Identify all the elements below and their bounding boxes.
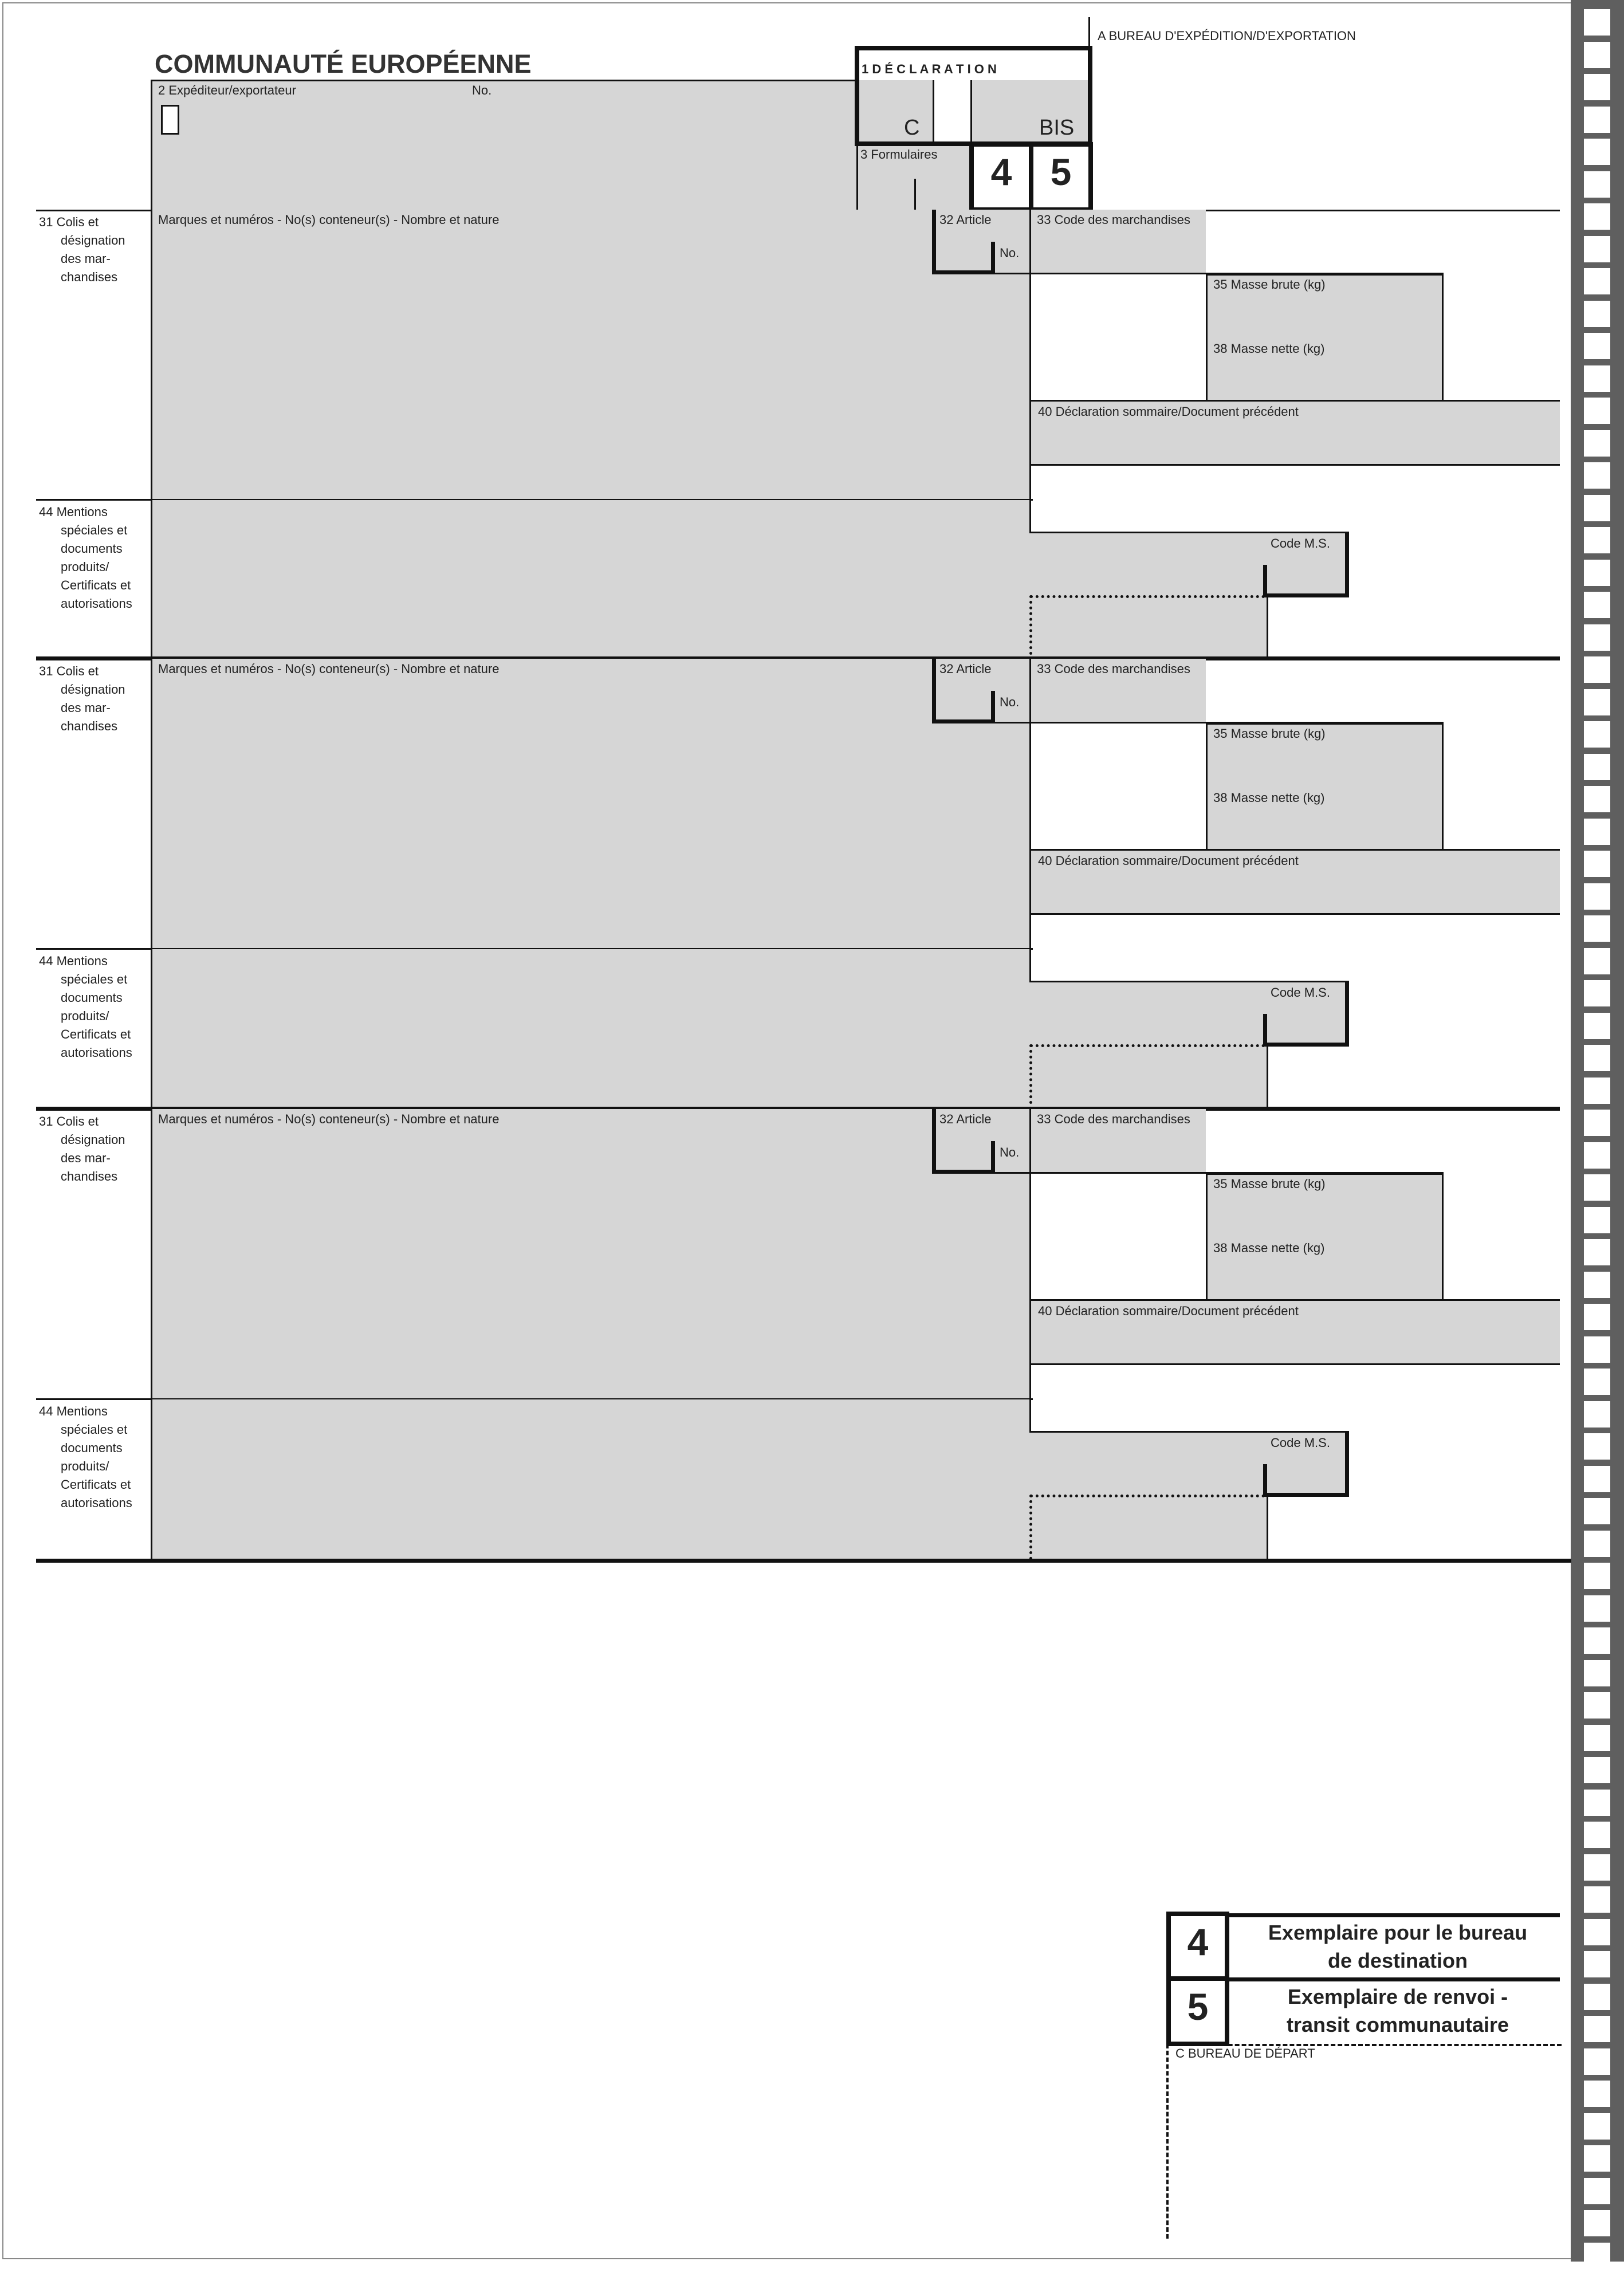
perforation-hole (1584, 2048, 1610, 2075)
box-32-item-no[interactable] (932, 210, 995, 274)
box-2-checkbox[interactable] (161, 105, 179, 135)
perforation-hole (1584, 1595, 1610, 1622)
box-44-special-mentions[interactable] (151, 949, 1031, 1110)
box-2-exporter[interactable] (151, 80, 856, 211)
box-44-side-label: 44 Mentions spéciales et documents produits/ Certificats et autorisations (39, 1404, 132, 1510)
box-1-c: C (904, 116, 920, 140)
box-44-dotted-v (1029, 1495, 1032, 1560)
perforation-hole (1584, 9, 1610, 36)
box-38-label: 38 Masse nette (kg) (1213, 791, 1325, 805)
box-44-ext-lower[interactable] (1031, 595, 1268, 660)
perforation-hole (1584, 1725, 1610, 1751)
perforation-hole (1584, 2243, 1610, 2269)
perforation-hole (1584, 2081, 1610, 2107)
footer-copy-5-text: Exemplaire de renvoi - transit communautaire (1286, 1985, 1509, 2036)
box-33-white (1031, 723, 1206, 851)
code-ms-box[interactable] (1263, 1431, 1349, 1497)
footer-copy-number-5: 5 (1187, 1985, 1209, 2028)
perforation-hole (1584, 1627, 1610, 1654)
item-block-1 (0, 210, 1624, 668)
box-44-ext-lower[interactable] (1031, 1495, 1268, 1560)
perforation-hole (1584, 1854, 1610, 1881)
page-title: COMMUNAUTÉ EUROPÉENNE (155, 49, 532, 78)
box-44-step-line (1029, 949, 1031, 982)
box-35-label: 35 Masse brute (kg) (1213, 1177, 1326, 1191)
box-3-label: 3 Formulaires (860, 147, 938, 162)
box-38-label: 38 Masse nette (kg) (1213, 341, 1325, 356)
box-40-white-gap (1031, 915, 1560, 949)
code-ms-corner (1263, 1464, 1267, 1497)
code-ms-label: Code M.S. (1271, 1436, 1330, 1450)
box-32-label: 32 Article (939, 1112, 992, 1126)
box-35-label: 35 Masse brute (kg) (1213, 726, 1326, 741)
box-44-side-label: 44 Mentions spéciales et documents produits/ Certificats et autorisations (39, 505, 132, 611)
box-32-label: 32 Article (939, 662, 992, 676)
box-40-label: 40 Déclaration sommaire/Document précédent (1038, 404, 1299, 419)
code-ms-box[interactable] (1263, 981, 1349, 1047)
box-44-dotted-v (1029, 1044, 1032, 1110)
box-1-divider-1 (933, 80, 934, 143)
copy-number-4: 4 (990, 151, 1012, 193)
box-44-ext-right (1267, 595, 1268, 660)
box-44-dotted-v (1029, 595, 1032, 660)
perforation-hole (1584, 139, 1610, 165)
perforation-hole (1584, 1790, 1610, 1816)
perforation-hole (1584, 1660, 1610, 1686)
item-block-3 (0, 1109, 1624, 1567)
bureau-a-label: A BUREAU D'EXPÉDITION/D'EXPORTATION (1098, 29, 1356, 43)
box-32-no-corner (991, 691, 995, 723)
box-31-goods[interactable] (151, 210, 1031, 500)
code-ms-box[interactable] (1263, 532, 1349, 597)
box-32-label: 32 Article (939, 213, 992, 227)
box-44-special-mentions[interactable] (151, 500, 1031, 660)
box-40-label: 40 Déclaration sommaire/Document précédent (1038, 854, 1299, 868)
perforation-hole (1584, 2210, 1610, 2236)
perforation-hole (1584, 1951, 1610, 1977)
perforation-hole (1584, 107, 1610, 133)
box-33-white (1031, 274, 1206, 402)
code-ms-label: Code M.S. (1271, 985, 1330, 1000)
box-32-item-no[interactable] (932, 1109, 995, 1174)
box-2-no-label: No. (472, 83, 492, 97)
box-31-marks-label: Marques et numéros - No(s) conteneur(s) - Nombre et nature (158, 662, 500, 676)
box-35-label: 35 Masse brute (kg) (1213, 277, 1326, 292)
perforation-hole (1584, 1886, 1610, 1913)
copy-number-5: 5 (1050, 151, 1072, 193)
perforation-hole (1584, 171, 1610, 198)
code-ms-corner (1263, 1014, 1267, 1047)
box-31-marks-label: Marques et numéros - No(s) conteneur(s) - Nombre et nature (158, 1112, 500, 1126)
box-40-label: 40 Déclaration sommaire/Document précédent (1038, 1304, 1299, 1318)
perforation-hole (1584, 1984, 1610, 2010)
bureau-c-label: C BUREAU DE DÉPART (1175, 2046, 1315, 2060)
box-40-white-gap (1031, 1365, 1560, 1399)
box-31-marks-label: Marques et numéros - No(s) conteneur(s) - Nombre et nature (158, 213, 500, 227)
perforation-hole (1584, 42, 1610, 68)
box-38-label: 38 Masse nette (kg) (1213, 1241, 1325, 1255)
box-1-sub-left[interactable] (859, 80, 934, 141)
box-1-divider-2 (970, 80, 972, 143)
perforation-hole (1584, 1822, 1610, 1848)
box-1-label: 1 D É C L A R A T I O N (862, 62, 997, 76)
box-33-label: 33 Code des marchandises (1037, 1112, 1190, 1126)
code-ms-corner (1263, 565, 1267, 597)
box-44-side-label: 44 Mentions spéciales et documents produits/ Certificats et autorisations (39, 954, 132, 1060)
perforation-hole (1584, 2113, 1610, 2140)
box-44-step-line (1029, 500, 1031, 533)
box-31-side-label: 31 Colis et désignation des mar- chandises (39, 664, 125, 733)
box-32-no-label: No. (1000, 1145, 1020, 1159)
box-40-white-gap (1031, 466, 1560, 500)
box-44-step-line (1029, 1399, 1031, 1433)
box-31-side-label: 31 Colis et désignation des mar- chandises (39, 215, 125, 284)
code-ms-label: Code M.S. (1271, 536, 1330, 550)
perforation-hole (1584, 1757, 1610, 1783)
perforation-hole (1584, 74, 1610, 100)
items-bottom-rule (36, 1559, 1571, 1563)
box-32-item-no[interactable] (932, 659, 995, 723)
perforation-hole (1584, 2178, 1610, 2204)
box-44-ext-right (1267, 1044, 1268, 1110)
box-31-goods[interactable] (151, 1109, 1031, 1399)
box-3-tick (914, 179, 916, 211)
box-44-special-mentions[interactable] (151, 1399, 1031, 1560)
box-44-ext-right (1267, 1495, 1268, 1560)
box-44-ext-lower[interactable] (1031, 1044, 1268, 1110)
box-2-label: 2 Expéditeur/exportateur (158, 83, 296, 97)
bureau-c-dashed-left (1166, 2044, 1169, 2239)
perforation-hole (1584, 2145, 1610, 2172)
perforation-hole (1584, 2016, 1610, 2042)
footer-copy-4-text: Exemplaire pour le bureau de destination (1268, 1921, 1528, 1972)
box-32-no-corner (991, 1141, 995, 1174)
box-44-dotted-h (1030, 595, 1265, 598)
box-33-label: 33 Code des marchandises (1037, 213, 1190, 227)
perforation-hole (1584, 1692, 1610, 1719)
box-32-no-label: No. (1000, 695, 1020, 709)
box-33-label: 33 Code des marchandises (1037, 662, 1190, 676)
item-block-2 (0, 659, 1624, 1117)
footer-copy-number-4: 4 (1187, 1921, 1209, 1963)
box-32-no-label: No. (1000, 246, 1020, 260)
box-32-no-corner (991, 242, 995, 274)
box-31-goods[interactable] (151, 659, 1031, 949)
box-44-dotted-h (1030, 1495, 1265, 1497)
box-44-dotted-h (1030, 1044, 1265, 1047)
box-31-side-label: 31 Colis et désignation des mar- chandises (39, 1114, 125, 1183)
box-33-white (1031, 1174, 1206, 1301)
box-1-bis: BIS (1039, 116, 1075, 140)
perforation-hole (1584, 1919, 1610, 1945)
